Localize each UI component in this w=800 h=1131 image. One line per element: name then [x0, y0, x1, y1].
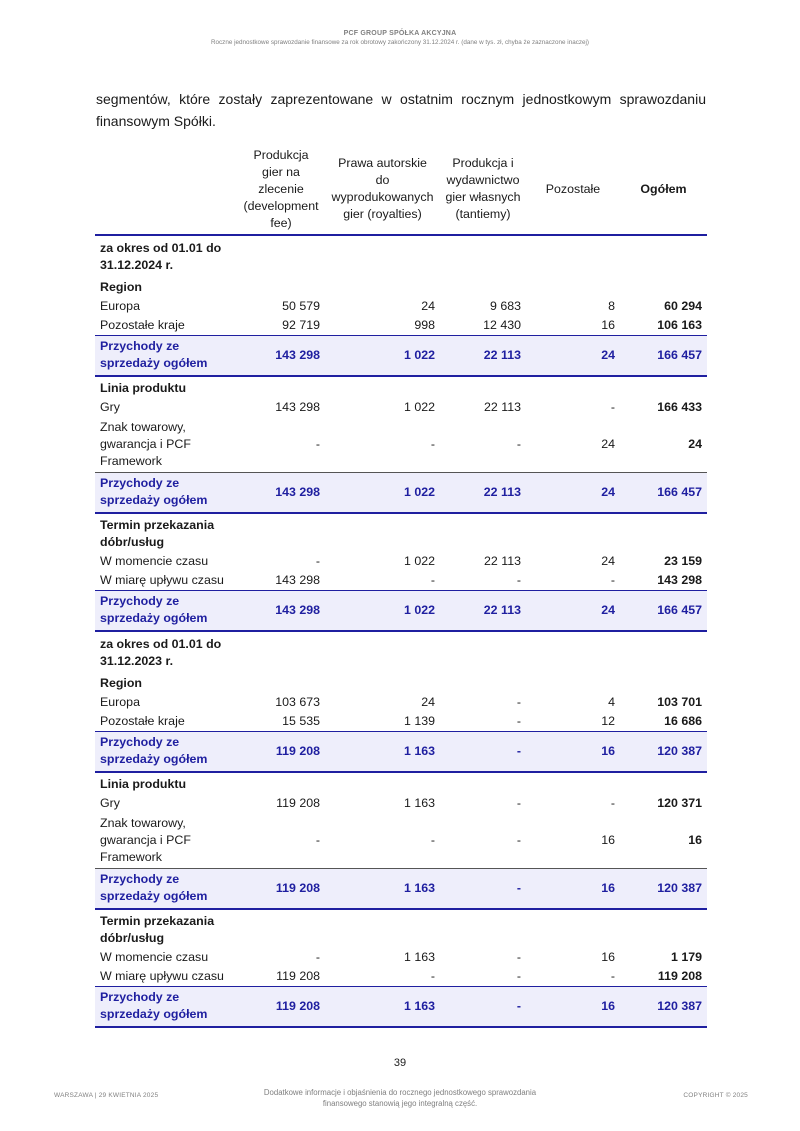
value-cell: - [610, 400, 615, 414]
empty-cell [237, 672, 325, 693]
row-label: Przychody ze sprzedaży ogółem [95, 473, 237, 514]
empty-cell [325, 672, 440, 693]
empty-cell [325, 772, 440, 794]
value-cell: 103 673 [275, 695, 320, 709]
value-cell: 143 298 [237, 591, 325, 632]
total-row [95, 336, 707, 377]
value-cell: 119 208 [237, 869, 325, 910]
value-cell: - [516, 969, 521, 983]
row-label: Region [100, 280, 142, 294]
column-header-label [95, 144, 237, 235]
total-cell: 120 387 [620, 869, 707, 910]
value-cell: 24 [421, 695, 435, 709]
total-row [95, 591, 707, 632]
empty-cell [440, 276, 526, 297]
value-cell: - [516, 714, 521, 728]
value-cell: 119 208 [276, 969, 320, 983]
table-row [95, 967, 707, 987]
value-cell: 119 208 [237, 732, 325, 773]
row-label: Pozostałe kraje [100, 714, 185, 728]
value-cell: - [430, 969, 435, 983]
total-row [95, 732, 707, 773]
total-cell: 23 159 [664, 554, 702, 568]
value-cell: 1 163 [403, 950, 435, 964]
empty-cell [237, 909, 325, 948]
table-row [95, 417, 707, 473]
empty-cell [325, 631, 440, 672]
value-cell: - [315, 950, 320, 964]
footer-date: WARSZAWA | 29 KWIETNIA 2025 [54, 1092, 159, 1099]
value-cell: 143 298 [275, 573, 320, 587]
value-cell: - [516, 573, 521, 587]
value-cell: 24 [601, 554, 615, 568]
empty-cell [237, 513, 325, 552]
row-label: Europa [100, 299, 140, 313]
empty-cell [237, 235, 325, 276]
empty-cell [526, 772, 620, 794]
section-row [95, 672, 707, 693]
row-label: Przychody ze sprzedaży ogółem [95, 591, 237, 632]
section-row [95, 276, 707, 297]
empty-cell [440, 672, 526, 693]
empty-cell [620, 909, 707, 948]
value-cell: 22 113 [440, 473, 526, 514]
total-row [95, 987, 707, 1028]
value-cell: 16 [601, 318, 615, 332]
empty-cell [440, 513, 526, 552]
value-cell: 22 113 [440, 336, 526, 377]
empty-cell [526, 672, 620, 693]
value-cell: 1 022 [325, 336, 440, 377]
row-label: Gry [100, 796, 120, 810]
value-cell: - [430, 573, 435, 587]
empty-cell [440, 909, 526, 948]
column-header-royalties: Prawa autorskie do wyprodukowanych gier (royalties) [325, 144, 440, 235]
row-label: Linia produktu [100, 777, 187, 791]
section-row [95, 513, 707, 552]
empty-cell [440, 772, 526, 794]
value-cell: 1 139 [403, 714, 435, 728]
total-row [95, 473, 707, 514]
row-label: Przychody ze sprzedaży ogółem [95, 732, 237, 773]
value-cell: - [315, 554, 320, 568]
table-row [95, 552, 707, 571]
row-label: W miarę upływu czasu [100, 573, 224, 587]
value-cell: 24 [526, 591, 620, 632]
table-body [95, 235, 707, 1027]
column-header-total: Ogółem [620, 144, 707, 235]
total-cell: 166 457 [620, 591, 707, 632]
row-label: Linia produktu [100, 381, 187, 395]
value-cell: 24 [421, 299, 435, 313]
empty-cell [620, 631, 707, 672]
value-cell: - [237, 417, 325, 473]
value-cell: 1 022 [325, 473, 440, 514]
value-cell: 22 113 [484, 554, 521, 568]
table-row [95, 794, 707, 813]
empty-cell [325, 276, 440, 297]
empty-cell [440, 631, 526, 672]
value-cell: 1 022 [403, 554, 435, 568]
value-cell: 143 298 [275, 400, 320, 414]
value-cell: - [610, 796, 615, 810]
section-row [95, 909, 707, 948]
empty-cell [526, 631, 620, 672]
empty-cell [620, 376, 707, 398]
row-label: Znak towarowy, gwarancja i PCF Framework [95, 813, 237, 869]
value-cell: - [516, 695, 521, 709]
page-number: 39 [393, 1057, 407, 1069]
value-cell: - [610, 969, 615, 983]
table-row [95, 813, 707, 869]
column-header-other: Pozostałe [526, 144, 620, 235]
value-cell: 1 022 [403, 400, 435, 414]
value-cell: - [440, 869, 526, 910]
value-cell: - [440, 987, 526, 1028]
total-cell: 16 686 [664, 714, 702, 728]
table-header-row [95, 144, 707, 235]
row-label: W momencie czasu [100, 950, 209, 964]
empty-cell [325, 513, 440, 552]
period-row [95, 631, 707, 672]
empty-cell [526, 513, 620, 552]
value-cell: 24 [526, 417, 620, 473]
column-header-development-fee: Produkcja gier na zlecenie (development fee) [237, 144, 325, 235]
value-cell: - [325, 417, 440, 473]
report-subtitle: Roczne jednostkowe sprawozdanie finansowe za rok obrotowy zakończony 31.12.2024 r. (dane w tys. zł, chyba że zaznaczone inaczej) [210, 39, 590, 46]
value-cell: 998 [414, 318, 435, 332]
row-label: Znak towarowy, gwarancja i PCF Framework [95, 417, 237, 473]
value-cell: 12 [601, 714, 615, 728]
value-cell: 1 022 [325, 591, 440, 632]
value-cell: 16 [526, 732, 620, 773]
value-cell: 1 163 [403, 796, 435, 810]
row-label: za okres od 01.01 do 31.12.2023 r. [100, 637, 222, 668]
total-cell: 119 208 [657, 969, 702, 983]
row-label: Region [100, 676, 142, 690]
value-cell: - [440, 417, 526, 473]
value-cell: 16 [601, 950, 615, 964]
value-cell: - [610, 573, 615, 587]
empty-cell [620, 235, 707, 276]
empty-cell [237, 276, 325, 297]
empty-cell [526, 909, 620, 948]
empty-cell [440, 376, 526, 398]
table-row [95, 693, 707, 712]
value-cell: 1 163 [325, 869, 440, 910]
empty-cell [237, 631, 325, 672]
row-label: W miarę upływu czasu [100, 969, 224, 983]
value-cell: - [516, 796, 521, 810]
table-row [95, 712, 707, 732]
value-cell: 92 719 [282, 318, 320, 332]
intro-paragraph: segmentów, które zostały zaprezentowane w ostatnim rocznym jednostkowym sprawozdaniu finansowym Spółki. [96, 91, 706, 129]
total-cell: 106 163 [657, 318, 702, 332]
row-label: za okres od 01.01 do 31.12.2024 r. [100, 241, 222, 272]
table-row [95, 948, 707, 967]
value-cell: 1 163 [325, 732, 440, 773]
row-label: Przychody ze sprzedaży ogółem [95, 987, 237, 1028]
row-label: Termin przekazania dóbr/usług [100, 914, 215, 945]
empty-cell [440, 235, 526, 276]
row-label: Pozostałe kraje [100, 318, 185, 332]
value-cell: 16 [526, 869, 620, 910]
value-cell: 16 [526, 813, 620, 869]
total-cell: 120 387 [620, 732, 707, 773]
total-cell: 24 [620, 417, 707, 473]
total-cell: 1 179 [670, 950, 702, 964]
table-row [95, 571, 707, 591]
value-cell: 22 113 [440, 591, 526, 632]
value-cell: 9 683 [489, 299, 521, 313]
total-cell: 143 298 [657, 573, 702, 587]
empty-cell [620, 672, 707, 693]
empty-cell [325, 909, 440, 948]
total-cell: 16 [620, 813, 707, 869]
empty-cell [620, 276, 707, 297]
value-cell: 143 298 [237, 336, 325, 377]
value-cell: - [237, 813, 325, 869]
table-row [95, 316, 707, 336]
empty-cell [526, 376, 620, 398]
empty-cell [325, 376, 440, 398]
column-header-own-games: Produkcja i wydawnictwo gier własnych (tantiemy) [440, 144, 526, 235]
value-cell: 119 208 [237, 987, 325, 1028]
total-cell: 60 294 [664, 299, 702, 313]
empty-cell [237, 772, 325, 794]
value-cell: 16 [526, 987, 620, 1028]
value-cell: 24 [526, 473, 620, 514]
period-row [95, 235, 707, 276]
section-row [95, 772, 707, 794]
value-cell: 12 430 [483, 318, 521, 332]
value-cell: 4 [608, 695, 615, 709]
row-label: Przychody ze sprzedaży ogółem [95, 336, 237, 377]
empty-cell [620, 772, 707, 794]
empty-cell [237, 376, 325, 398]
row-label: Gry [100, 400, 120, 414]
value-cell: 1 163 [325, 987, 440, 1028]
company-name: PCF GROUP SPÓŁKA AKCYJNA [343, 30, 457, 37]
total-cell: 120 371 [657, 796, 702, 810]
value-cell: 143 298 [237, 473, 325, 514]
row-label: Przychody ze sprzedaży ogółem [95, 869, 237, 910]
value-cell: 50 579 [282, 299, 320, 313]
total-cell: 166 457 [620, 473, 707, 514]
empty-cell [325, 235, 440, 276]
value-cell: - [440, 813, 526, 869]
value-cell: 119 208 [276, 796, 320, 810]
total-cell: 166 433 [657, 400, 702, 414]
total-cell: 103 701 [657, 695, 702, 709]
value-cell: 8 [608, 299, 615, 313]
row-label: Termin przekazania dóbr/usług [100, 518, 215, 549]
page-header [0, 30, 800, 46]
total-row [95, 869, 707, 910]
empty-cell [620, 513, 707, 552]
section-row [95, 376, 707, 398]
table-row [95, 398, 707, 417]
empty-cell [526, 276, 620, 297]
total-cell: 166 457 [620, 336, 707, 377]
value-cell: - [325, 813, 440, 869]
value-cell: 15 535 [282, 714, 320, 728]
value-cell: - [516, 950, 521, 964]
footer-note: Dodatkowe informacje i objaśnienia do rocznego jednostkowego sprawozdania finansowego stanowią jego integralną część. [263, 1088, 537, 1108]
empty-cell [526, 235, 620, 276]
row-label: W momencie czasu [100, 554, 209, 568]
row-label: Europa [100, 695, 140, 709]
table-row [95, 297, 707, 316]
value-cell: 24 [526, 336, 620, 377]
value-cell: 22 113 [484, 400, 521, 414]
total-cell: 120 387 [620, 987, 707, 1028]
revenue-segments-table [95, 144, 707, 1028]
footer-copyright: COPYRIGHT © 2025 [683, 1092, 748, 1099]
value-cell: - [440, 732, 526, 773]
